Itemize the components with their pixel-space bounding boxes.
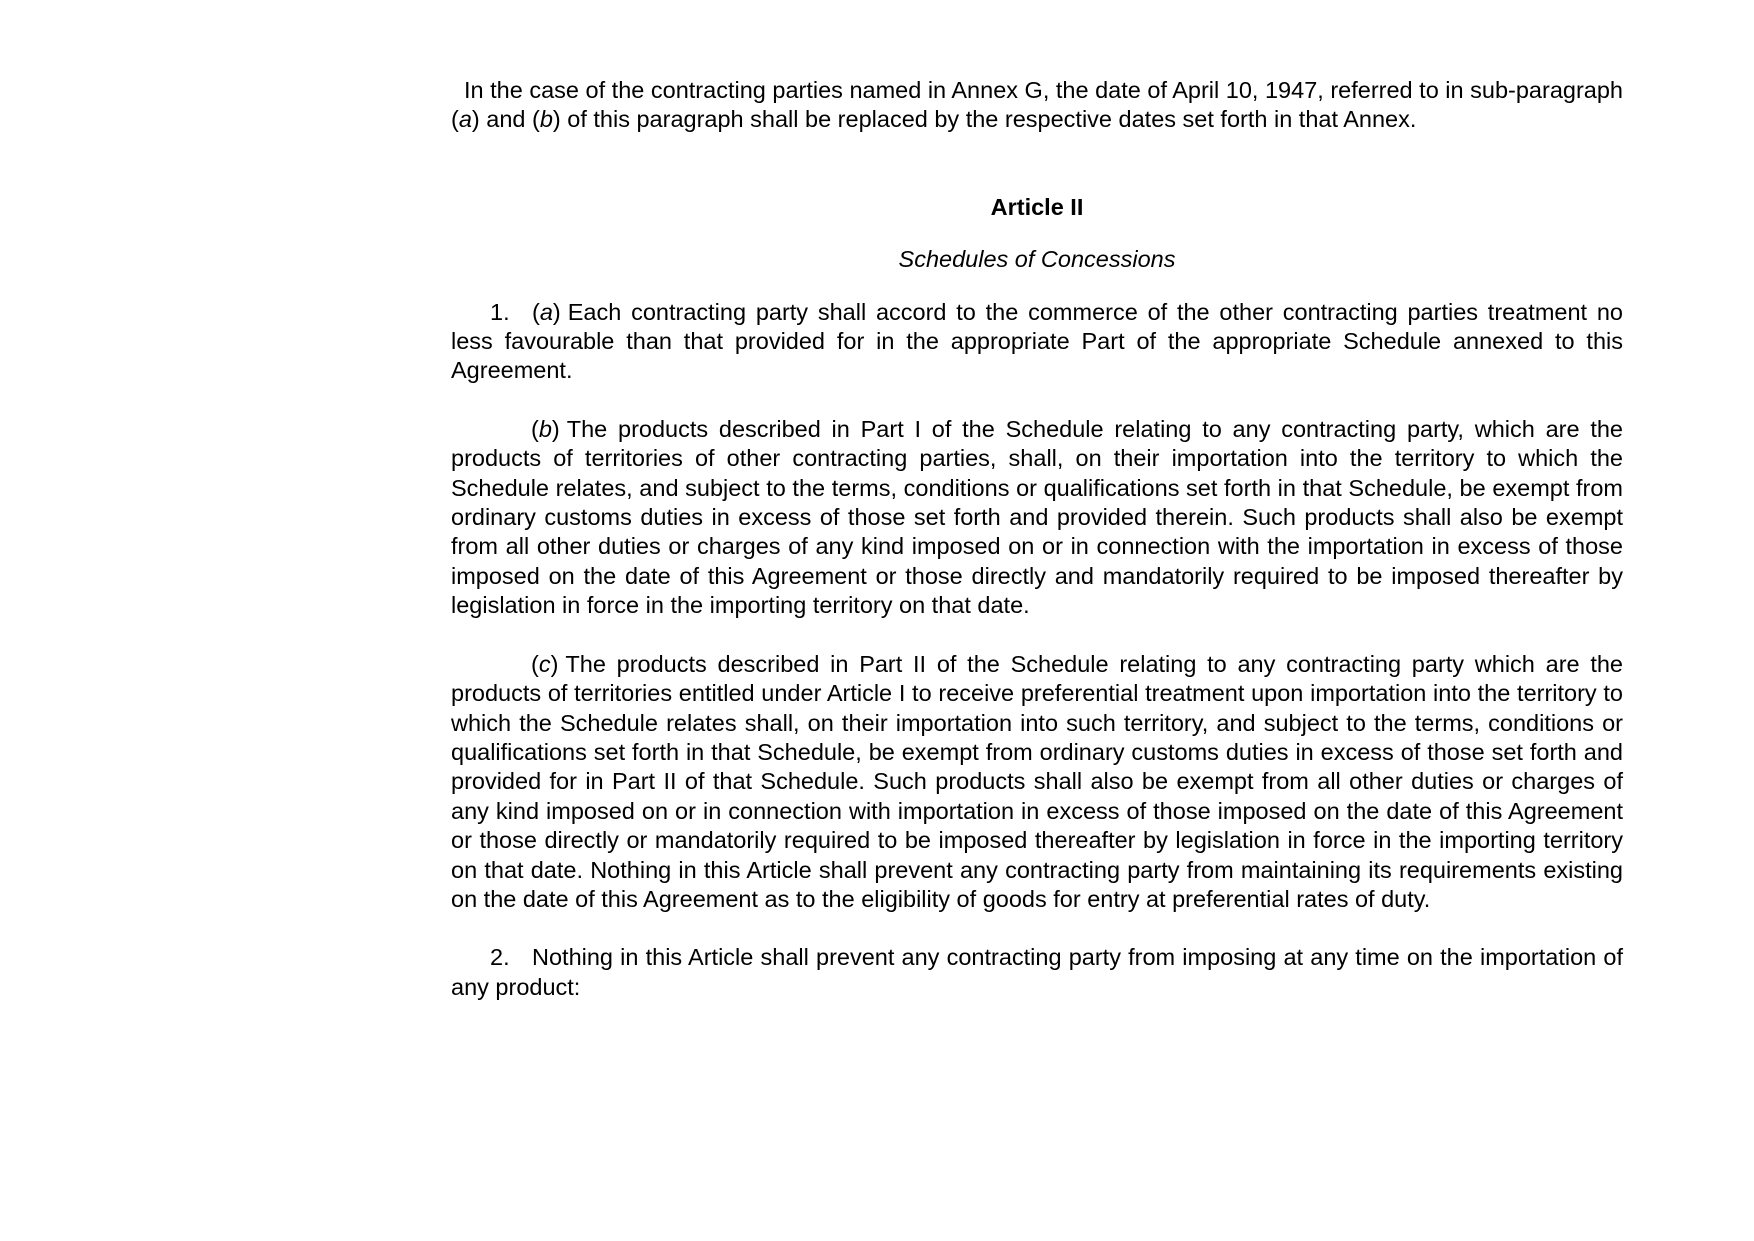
paragraph-1a <box>451 298 1623 386</box>
intro-ref-b: b <box>539 106 553 133</box>
paragraph-1c-text: The products described in Part II of the Schedule relating to any contracting party which are the products of territories entitled under Article I to receive preferential treatment upon importation into the territory to which the Schedule relates shall, on their importation into such territory, and subject to the terms, conditions or qualifications set forth in that Schedule, be exempt from ordinary customs duties in excess of those set forth and provided for in Part II of that Schedule. Such products shall also be exempt from all other duties or charges of any kind imposed on or in connection with importation in excess of those imposed on the date of this Agreement or those directly or mandatorily required to be imposed thereafter by legislation in force in the importing territory on that date. Nothing in this Article shall prevent any contracting party from maintaining its requirements existing on the date of this Agreement as to the eligibility of goods for entry at preferential rates of duty. <box>451 650 1623 912</box>
document-page <box>451 76 1623 1002</box>
article-title: Article II <box>990 193 1084 220</box>
paragraph-1-number: 1. <box>490 298 510 325</box>
paragraph-2-number: 2. <box>490 944 510 971</box>
article-subtitle: Schedules of Concessions <box>898 246 1176 273</box>
intro-text-3: ) of this paragraph shall be replaced by the respective dates set forth in that Annex. <box>552 106 1417 133</box>
paragraph-2-text: Nothing in this Article shall prevent any contracting party from imposing at any time on the importation of any product: <box>451 944 1623 1000</box>
paragraph-1b-label: (b) <box>531 415 560 442</box>
intro-text-2: ) and ( <box>471 106 540 133</box>
paragraph-1a-label: (a) <box>532 298 561 325</box>
paragraph-1b <box>451 415 1623 621</box>
paragraph-1a-text: Each contracting party shall accord to the commerce of the other contracting parties treatment no less favourable than that provided for in the appropriate Part of the appropriate Schedule annexed to this Agreement. <box>451 298 1623 384</box>
paragraph-1c <box>451 650 1623 915</box>
paragraph-1b-text: The products described in Part I of the Schedule relating to any contracting party, which are the products of territories of other contracting parties, shall, on their importation into the territory to which the Schedule relates, and subject to the terms, conditions or qualifications set forth in that Schedule, be exempt from ordinary customs duties in excess of those set forth and provided therein. Such products shall also be exempt from all other duties or charges of any kind imposed on or in connection with the importation in excess of those imposed on the date of this Agreement or those directly and mandatorily required to be imposed thereafter by legislation in force in the importing territory on that date. <box>451 415 1623 619</box>
intro-ref-a: a <box>458 106 472 133</box>
intro-paragraph <box>451 76 1623 135</box>
paragraph-1c-label: (c) <box>531 650 559 677</box>
paragraph-2 <box>451 943 1623 1002</box>
intro-text-1: In the case of the contracting parties named in Annex G, the date of April 10, 1947, referred to in sub-paragraph ( <box>451 77 1623 133</box>
